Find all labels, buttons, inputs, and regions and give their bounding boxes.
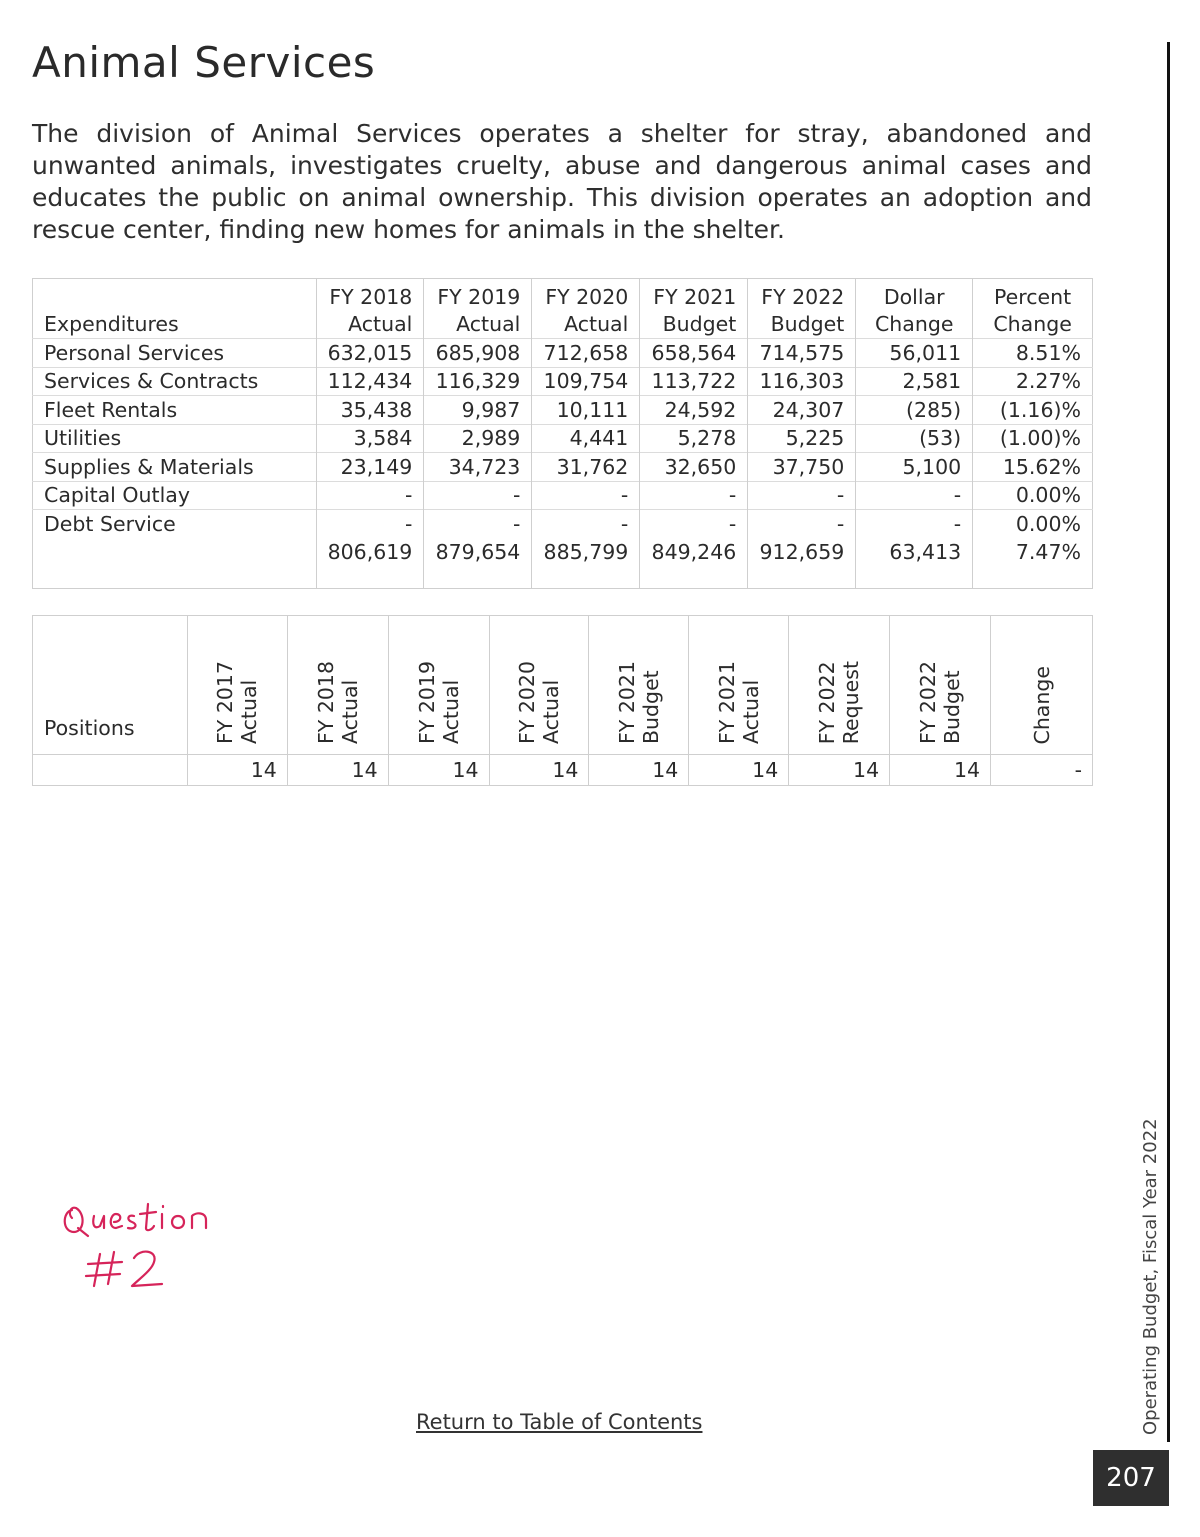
expenditure-row bbox=[33, 453, 1093, 482]
expenditure-cell: 56,011 bbox=[856, 339, 973, 368]
expenditure-row bbox=[33, 339, 1093, 368]
expenditure-cell: 685,908 bbox=[424, 339, 532, 368]
total-row bbox=[33, 538, 1093, 566]
expenditure-cell: - bbox=[532, 510, 640, 538]
positions-col-header-text: FY 2018 Actual bbox=[313, 660, 362, 744]
expenditure-cell: 37,750 bbox=[748, 453, 856, 482]
col-header-top: FY 2018 bbox=[316, 279, 424, 311]
positions-value: 14 bbox=[187, 755, 287, 786]
expenditure-label: Supplies & Materials bbox=[33, 453, 317, 482]
positions-col-header bbox=[589, 616, 689, 755]
positions-col-header-text: FY 2017 Actual bbox=[213, 660, 262, 744]
expenditure-cell: 5,225 bbox=[748, 424, 856, 453]
col-header-top: FY 2020 bbox=[532, 279, 640, 311]
positions-header-row bbox=[33, 616, 1093, 755]
col-header-bottom: Actual bbox=[424, 311, 532, 339]
expenditure-cell: - bbox=[316, 481, 424, 510]
positions-value: 14 bbox=[489, 755, 589, 786]
expenditures-header-row bbox=[33, 279, 1093, 311]
total-cell: 912,659 bbox=[748, 538, 856, 566]
positions-col-header-text: FY 2020 Actual bbox=[515, 660, 564, 744]
positions-col-header bbox=[689, 616, 789, 755]
division-description: The division of Animal Services operates a shelter for stray, abandoned and unwanted animals, investigates cruelty, abuse and dangerous animal cases and educates the public on animal ownership. This division operates an adoption and rescue center, finding new homes for animals in the shelter. bbox=[32, 119, 1092, 244]
positions-label: Positions bbox=[44, 716, 135, 740]
expenditure-cell: - bbox=[748, 510, 856, 538]
col-header-bottom: Actual bbox=[316, 311, 424, 339]
positions-col-header bbox=[991, 616, 1093, 755]
col-header-top: Percent bbox=[973, 279, 1093, 311]
positions-blank-cell bbox=[33, 755, 188, 786]
total-cell: 63,413 bbox=[856, 538, 973, 566]
return-to-toc-link[interactable]: Return to Table of Contents bbox=[416, 1410, 703, 1434]
expenditure-cell: - bbox=[424, 510, 532, 538]
positions-col-header bbox=[890, 616, 991, 755]
positions-value: 14 bbox=[689, 755, 789, 786]
expenditure-cell: 4,441 bbox=[532, 424, 640, 453]
positions-col-header bbox=[287, 616, 388, 755]
expenditure-cell: 2,581 bbox=[856, 367, 973, 396]
expenditure-cell: 112,434 bbox=[316, 367, 424, 396]
positions-table bbox=[32, 615, 1093, 786]
positions-col-header-text: FY 2021 Actual bbox=[714, 660, 763, 744]
spacer-row bbox=[33, 566, 1093, 589]
expenditure-cell: 632,015 bbox=[316, 339, 424, 368]
total-cell: 849,246 bbox=[640, 538, 748, 566]
expenditure-row bbox=[33, 396, 1093, 425]
expenditure-cell: 9,987 bbox=[424, 396, 532, 425]
total-label bbox=[33, 538, 317, 566]
expenditure-cell: 712,658 bbox=[532, 339, 640, 368]
expenditure-cell: 8.51% bbox=[973, 339, 1093, 368]
positions-col-header bbox=[388, 616, 489, 755]
expenditure-cell: 109,754 bbox=[532, 367, 640, 396]
expenditure-cell: 35,438 bbox=[316, 396, 424, 425]
expenditure-cell: - bbox=[856, 481, 973, 510]
positions-value: 14 bbox=[388, 755, 489, 786]
expenditure-row bbox=[33, 424, 1093, 453]
total-cell: 806,619 bbox=[316, 538, 424, 566]
col-header-top: FY 2022 bbox=[748, 279, 856, 311]
expenditure-cell: 658,564 bbox=[640, 339, 748, 368]
expenditure-cell: 24,592 bbox=[640, 396, 748, 425]
col-header-bottom: Budget bbox=[748, 311, 856, 339]
positions-value: 14 bbox=[589, 755, 689, 786]
expenditure-cell: - bbox=[640, 510, 748, 538]
total-cell: 879,654 bbox=[424, 538, 532, 566]
page-number: 207 bbox=[1093, 1450, 1169, 1506]
expenditure-cell: (53) bbox=[856, 424, 973, 453]
expenditures-header-row bbox=[33, 311, 1093, 339]
expenditure-cell: 113,722 bbox=[640, 367, 748, 396]
expenditure-cell: 116,329 bbox=[424, 367, 532, 396]
expenditure-cell: - bbox=[532, 481, 640, 510]
total-cell: 7.47% bbox=[973, 538, 1093, 566]
expenditure-cell: 714,575 bbox=[748, 339, 856, 368]
col-header-top: Dollar bbox=[856, 279, 973, 311]
expenditure-cell: (285) bbox=[856, 396, 973, 425]
expenditure-cell: 23,149 bbox=[316, 453, 424, 482]
positions-col-header-text: FY 2022 Request bbox=[815, 660, 864, 744]
expenditure-cell: 15.62% bbox=[973, 453, 1093, 482]
expenditure-cell: 0.00% bbox=[973, 481, 1093, 510]
positions-col-header bbox=[489, 616, 589, 755]
expenditure-cell: 2,989 bbox=[424, 424, 532, 453]
expenditure-cell: 34,723 bbox=[424, 453, 532, 482]
expenditures-table bbox=[32, 278, 1093, 589]
expenditure-row bbox=[33, 367, 1093, 396]
expenditure-cell: 24,307 bbox=[748, 396, 856, 425]
expenditure-cell: 5,278 bbox=[640, 424, 748, 453]
expenditure-label: Personal Services bbox=[33, 339, 317, 368]
expenditure-cell: (1.16)% bbox=[973, 396, 1093, 425]
col-header-top: FY 2021 bbox=[640, 279, 748, 311]
positions-values-row bbox=[33, 755, 1093, 786]
expenditure-label: Capital Outlay bbox=[33, 481, 317, 510]
positions-col-header-text: FY 2022 Budget bbox=[916, 660, 965, 744]
total-cell: 885,799 bbox=[532, 538, 640, 566]
expenditure-label: Fleet Rentals bbox=[33, 396, 317, 425]
handwritten-question-icon bbox=[58, 1190, 258, 1310]
col-header-bottom: Actual bbox=[532, 311, 640, 339]
page-title: Animal Services bbox=[32, 38, 376, 87]
positions-value: 14 bbox=[890, 755, 991, 786]
margin-rule bbox=[1167, 42, 1170, 1442]
expenditure-label: Services & Contracts bbox=[33, 367, 317, 396]
positions-col-header bbox=[789, 616, 890, 755]
positions-value: 14 bbox=[287, 755, 388, 786]
expenditure-cell: - bbox=[640, 481, 748, 510]
positions-col-header-text: FY 2021 Budget bbox=[614, 660, 663, 744]
col-header-bottom: Change bbox=[973, 311, 1093, 339]
expenditure-cell: 10,111 bbox=[532, 396, 640, 425]
footer-side-label: Operating Budget, Fiscal Year 2022 bbox=[1140, 1118, 1161, 1435]
col-header-bottom: Budget bbox=[640, 311, 748, 339]
expenditures-row-header: Expenditures bbox=[44, 312, 179, 337]
expenditure-cell: - bbox=[856, 510, 973, 538]
positions-col-header-text: FY 2019 Actual bbox=[414, 660, 463, 744]
expenditure-cell: 5,100 bbox=[856, 453, 973, 482]
expenditure-cell: 31,762 bbox=[532, 453, 640, 482]
positions-col-header bbox=[187, 616, 287, 755]
expenditure-cell: 116,303 bbox=[748, 367, 856, 396]
positions-col-header-text: Change bbox=[1029, 665, 1054, 744]
expenditure-label: Debt Service bbox=[33, 510, 317, 538]
expenditure-cell: - bbox=[316, 510, 424, 538]
expenditure-cell: - bbox=[424, 481, 532, 510]
expenditure-cell: - bbox=[748, 481, 856, 510]
expenditure-row bbox=[33, 481, 1093, 510]
col-header-top: FY 2019 bbox=[424, 279, 532, 311]
positions-value: 14 bbox=[789, 755, 890, 786]
positions-value: - bbox=[991, 755, 1093, 786]
expenditure-cell: 2.27% bbox=[973, 367, 1093, 396]
handwritten-note bbox=[58, 1190, 258, 1314]
expenditure-cell: 32,650 bbox=[640, 453, 748, 482]
blank-header bbox=[33, 279, 317, 311]
expenditure-label: Utilities bbox=[33, 424, 317, 453]
expenditure-cell: 0.00% bbox=[973, 510, 1093, 538]
expenditure-cell: 3,584 bbox=[316, 424, 424, 453]
expenditure-cell: (1.00)% bbox=[973, 424, 1093, 453]
col-header-bottom: Change bbox=[856, 311, 973, 339]
expenditure-row bbox=[33, 510, 1093, 538]
